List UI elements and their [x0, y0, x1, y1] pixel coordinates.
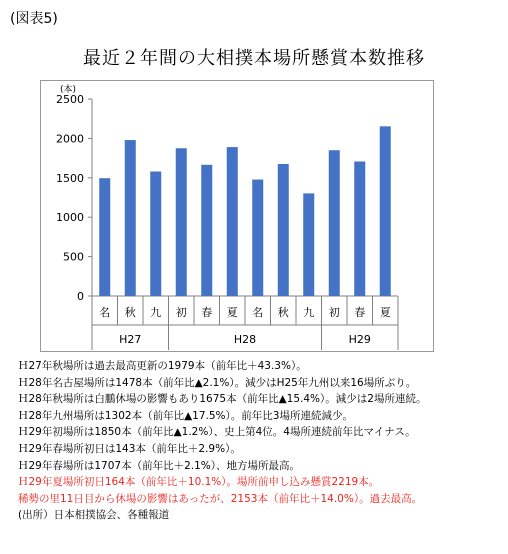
x-category-label: 九 [150, 306, 162, 319]
bar [201, 165, 212, 296]
group-label: H28 [233, 333, 257, 346]
bar [278, 164, 289, 296]
x-category-label: 秋 [277, 306, 289, 319]
x-category-label: 春 [354, 306, 366, 319]
x-category-label: 初 [328, 306, 340, 319]
note-line-highlight: 稀勢の里11日目から休場の影響はあったが、2153本（前年比＋14.0%）。過去最高。 [18, 492, 423, 505]
x-category-label: 夏 [379, 306, 391, 319]
x-category-label: 初 [175, 306, 187, 319]
x-category-label: 九 [303, 306, 315, 319]
figure-label: (図表5) [10, 11, 58, 27]
x-category-label: 秋 [124, 306, 136, 319]
y-tick-label: 0 [77, 290, 84, 303]
note-line: Ｈ29年春場所初日は143本（前年比＋2.9%）。 [18, 442, 241, 455]
note-line: Ｈ29年初場所は1850本（前年比▲1.2%）、史上第4位。4場所連続前年比マイナス。 [18, 426, 416, 439]
bar [227, 147, 238, 296]
bar [176, 148, 187, 296]
y-tick-label: 500 [63, 250, 84, 264]
bar [125, 140, 136, 296]
chart-title: 最近２年間の大相撲本場所懸賞本数推移 [83, 48, 425, 69]
bar [354, 161, 365, 296]
bar [99, 178, 110, 296]
note-line: Ｈ28年秋場所は白鵬休場の影響もあり1675本（前年比▲15.4%）。減少は2場所連続。 [18, 393, 427, 406]
notes-block [18, 358, 502, 524]
y-unit-label: (本) [60, 85, 77, 95]
y-tick-label: 2000 [56, 132, 84, 146]
x-category-label: 春 [201, 306, 213, 319]
bar [329, 150, 340, 296]
bar [303, 193, 314, 296]
note-line: Ｈ29年春場所は1707本（前年比＋2.1%）、地方場所最高。 [18, 459, 301, 472]
bar [150, 171, 161, 296]
bar [380, 126, 391, 296]
note-line: Ｈ27年秋場所は過去最高更新の1979本（前年比＋43.3%）。 [18, 360, 307, 372]
y-tick-label: 1500 [56, 171, 84, 185]
x-category-label: 夏 [226, 306, 238, 319]
x-category-label: 名 [252, 306, 264, 319]
source-note: (出所）日本相撲協会、各種報道 [18, 509, 170, 522]
y-tick-label: 2500 [56, 93, 84, 106]
y-tick-label: 1000 [56, 211, 84, 225]
x-category-label: 名 [99, 306, 111, 319]
group-label: H29 [348, 333, 371, 346]
note-line: Ｈ28年名古屋場所は1478本（前年比▲2.1%）。減少はH25年九州以来16場所ぶり。 [18, 376, 417, 389]
note-line-highlight: Ｈ29年夏場所初日164本（前年比＋10.1%）。場所前申し込み懸賞2219本。 [18, 476, 380, 489]
group-label: H27 [119, 333, 142, 346]
bar [252, 180, 263, 296]
note-line: Ｈ28年九州場所は1302本（前年比▲17.5%）。前年比3場所連続減少。 [18, 409, 353, 422]
